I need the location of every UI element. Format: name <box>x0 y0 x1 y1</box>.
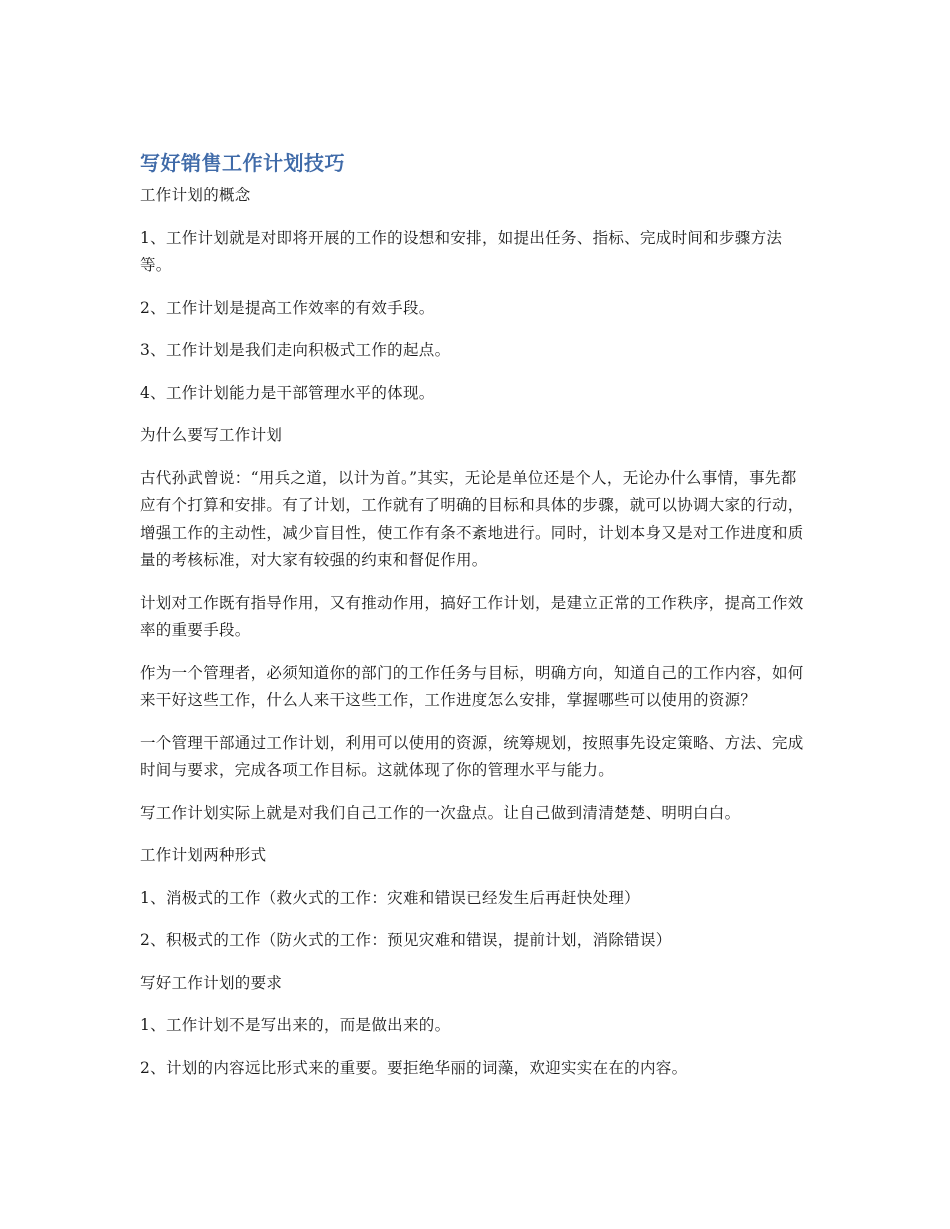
list-item-concept-1: 1、工作计划就是对即将开展的工作的设想和安排，如提出任务、指标、完成时间和步骤方法等。 <box>140 228 783 274</box>
list-item-form-1: 1、消极式的工作（救火式的工作：灾难和错误已经发生后再赶快处理） <box>140 888 640 907</box>
section-heading-forms: 工作计划两种形式 <box>140 846 267 864</box>
paragraph-inventory: 写工作计划实际上就是对我们自己工作的一次盘点。让自己做到清清楚楚、明明白白。 <box>140 803 741 822</box>
section-heading-requirements: 写好工作计划的要求 <box>140 973 283 992</box>
paragraph-plan-role: 计划对工作既有指导作用，又有推动作用，搞好工作计划，是建立正常的工作秩序，提高工作效率的重要手段。 <box>140 593 804 639</box>
list-item-form-2: 2、积极式的工作（防火式的工作：预见灾难和错误，提前计划，消除错误） <box>140 931 672 949</box>
list-item-concept-3: 3、工作计划是我们走向积极式工作的起点。 <box>140 341 451 359</box>
list-item-requirement-2: 2、计划的内容远比形式来的重要。要拒绝华丽的词藻，欢迎实实在在的内容。 <box>140 1058 688 1077</box>
section-heading-why: 为什么要写工作计划 <box>140 426 283 444</box>
document-title: 写好销售工作计划技巧 <box>140 151 345 175</box>
list-item-concept-4: 4、工作计划能力是干部管理水平的体现。 <box>140 383 435 402</box>
paragraph-manager: 作为一个管理者，必须知道你的部门的工作任务与目标，明确方向，知道自己的工作内容，如何来干好这些工作，什么人来干这些工作，工作进度怎么安排，掌握哪些可以使用的资源？ <box>140 663 804 709</box>
paragraph-management-level: 一个管理干部通过工作计划，利用可以使用的资源，统筹规划，按照事先设定策略、方法、完成时间与要求，完成各项工作目标。这就体现了你的管理水平与能力。 <box>140 733 804 779</box>
document-page <box>140 148 810 1097</box>
list-item-concept-2: 2、工作计划是提高工作效率的有效手段。 <box>140 298 435 317</box>
paragraph-sunwu-quote: 古代孙武曾说：“用兵之道，以计为首。”其实，无论是单位还是个人，无论办什么事情，事先都应有个打算和安排。有了计划，工作就有了明确的目标和具体的步骤，就可以协调大家的行动，增强工作的主动性，减少盲目性，使工作有条不紊地进行。同时，计划本身又是对工作进度和质量的考核标准，对大家有较强的约束和督促作用。 <box>140 468 804 569</box>
section-heading-concept: 工作计划的概念 <box>140 186 251 204</box>
list-item-requirement-1: 1、工作计划不是写出来的，而是做出来的。 <box>140 1016 451 1034</box>
